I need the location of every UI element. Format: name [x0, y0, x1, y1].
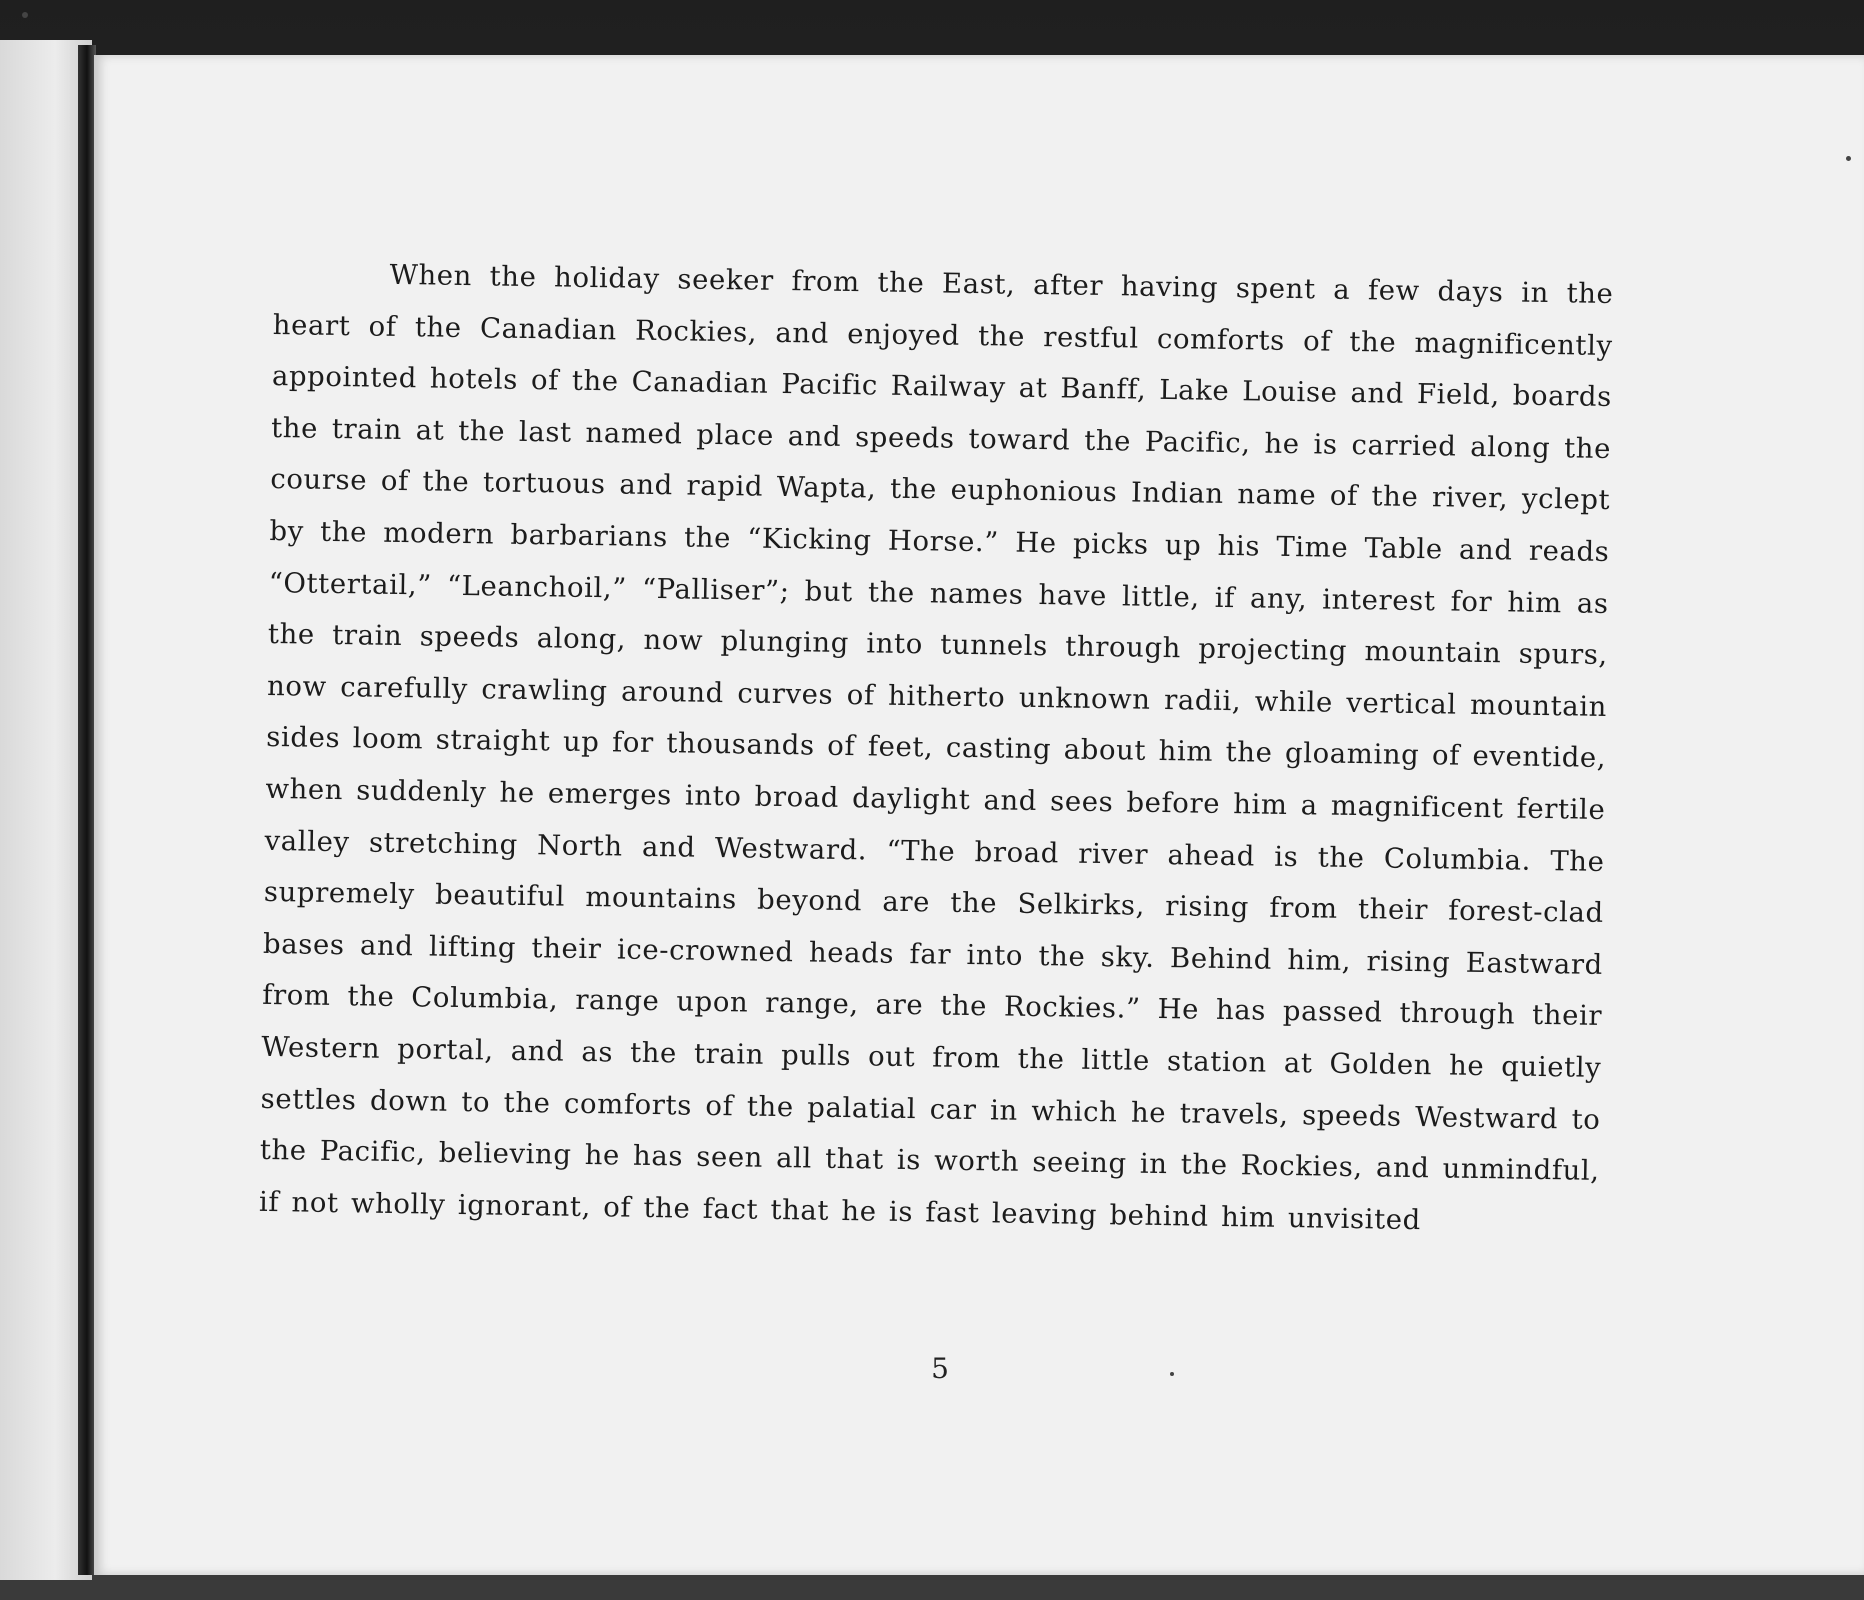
dust-speck	[1846, 156, 1851, 161]
body-paragraph: When the holiday seeker from the East, after having spent a few days in the heart of the Canadian Rockies, and enjoyed the restful comforts of the magnificently appointed hotels of the Canadian Pacific Railway at Banff, Lake Louise and Field, boards the train at the last named place and speeds toward the Pacific, he is carried along the course of the tortuous and rapid Wapta, the euphonious Indian name of the river, yclept by the modern barbarians the “Kicking Horse.” He picks up his Time Table and reads “Ottertail,” “Leanchoil,” “Palliser”; but the names have little, if any, interest for him as the train speeds along, now plunging into tunnels through projecting mountain spurs, now carefully crawling around curves of hitherto unknown radii, while vertical mountain sides loom straight up for thousands of feet, casting about him the gloaming of eventide, when suddenly he emerges into broad daylight and sees before him a magnificent fertile valley stretching North and Westward. “The broad river ahead is the Columbia. The supremely beautiful mountains beyond are the Selkirks, rising from their forest-clad bases and lifting their ice-crowned heads far into the sky. Behind him, rising Eastward from the Columbia, range upon range, are the Rockies.” He has passed through their Western portal, and as the train pulls out from the little station at Golden he quietly settles down to the comforts of the palatial car in which he travels, speeds Westward to the Pacific, believing he has seen all that is worth seeing in the Rockies, and unmindful, if not wholly ignorant, of the fact that he is fast leaving behind him unvisited	[258, 258, 1614, 1236]
dust-speck	[22, 12, 28, 18]
page-number: 5	[931, 1352, 949, 1385]
dust-speck	[1170, 1372, 1174, 1376]
